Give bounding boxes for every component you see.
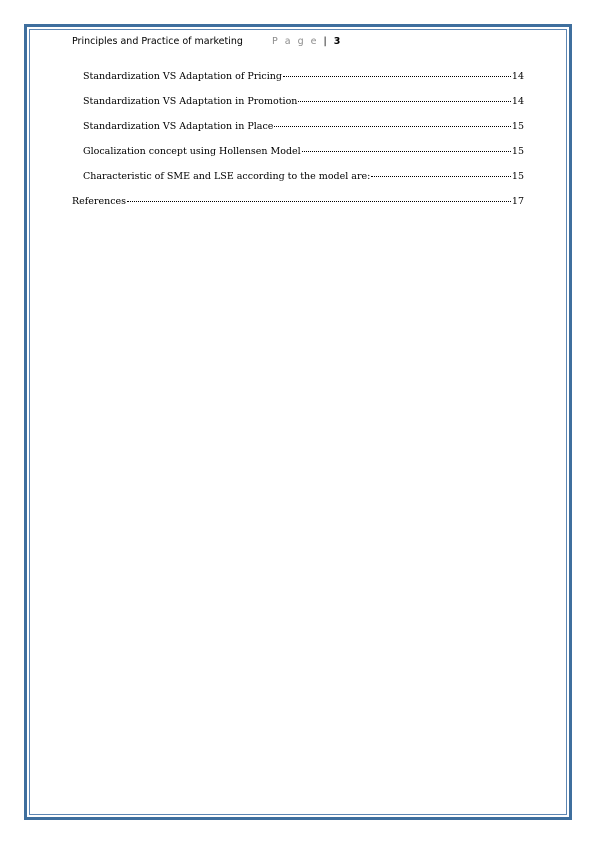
toc-entry-page: 15: [511, 146, 524, 157]
toc-entry[interactable]: [72, 170, 524, 195]
toc-entry-page: 15: [511, 121, 524, 132]
table-of-contents: [72, 70, 524, 220]
toc-entry[interactable]: [72, 95, 524, 120]
toc-entry-page: 14: [511, 96, 524, 107]
toc-entry[interactable]: [72, 145, 524, 170]
page-word: P a g e: [272, 36, 319, 47]
page-number: 3: [333, 36, 341, 47]
toc-leader-dots: [283, 76, 511, 77]
toc-entry-label: References: [72, 196, 127, 207]
toc-entry[interactable]: [72, 120, 524, 145]
toc-entry-label: Characteristic of SME and LSE according to the model are:: [83, 171, 371, 182]
toc-leader-dots: [302, 151, 511, 152]
toc-leader-dots: [371, 176, 511, 177]
toc-entry-page: 17: [511, 196, 524, 207]
toc-entry[interactable]: [72, 70, 524, 95]
toc-entry[interactable]: [72, 195, 524, 220]
toc-leader-dots: [298, 101, 510, 102]
toc-leader-dots: [274, 126, 511, 127]
toc-entry-label: Standardization VS Adaptation in Place: [83, 121, 274, 132]
toc-entry-label: Standardization VS Adaptation in Promotion: [83, 96, 298, 107]
toc-entry-page: 14: [511, 71, 524, 82]
page-separator: |: [323, 36, 327, 47]
toc-entry-label: Glocalization concept using Hollensen Model: [83, 146, 301, 157]
toc-leader-dots: [127, 201, 511, 202]
document-title: Principles and Practice of marketing: [72, 36, 243, 47]
toc-entry-page: 15: [511, 171, 524, 182]
page-indicator: [272, 36, 340, 47]
toc-entry-label: Standardization VS Adaptation of Pricing: [83, 71, 282, 82]
